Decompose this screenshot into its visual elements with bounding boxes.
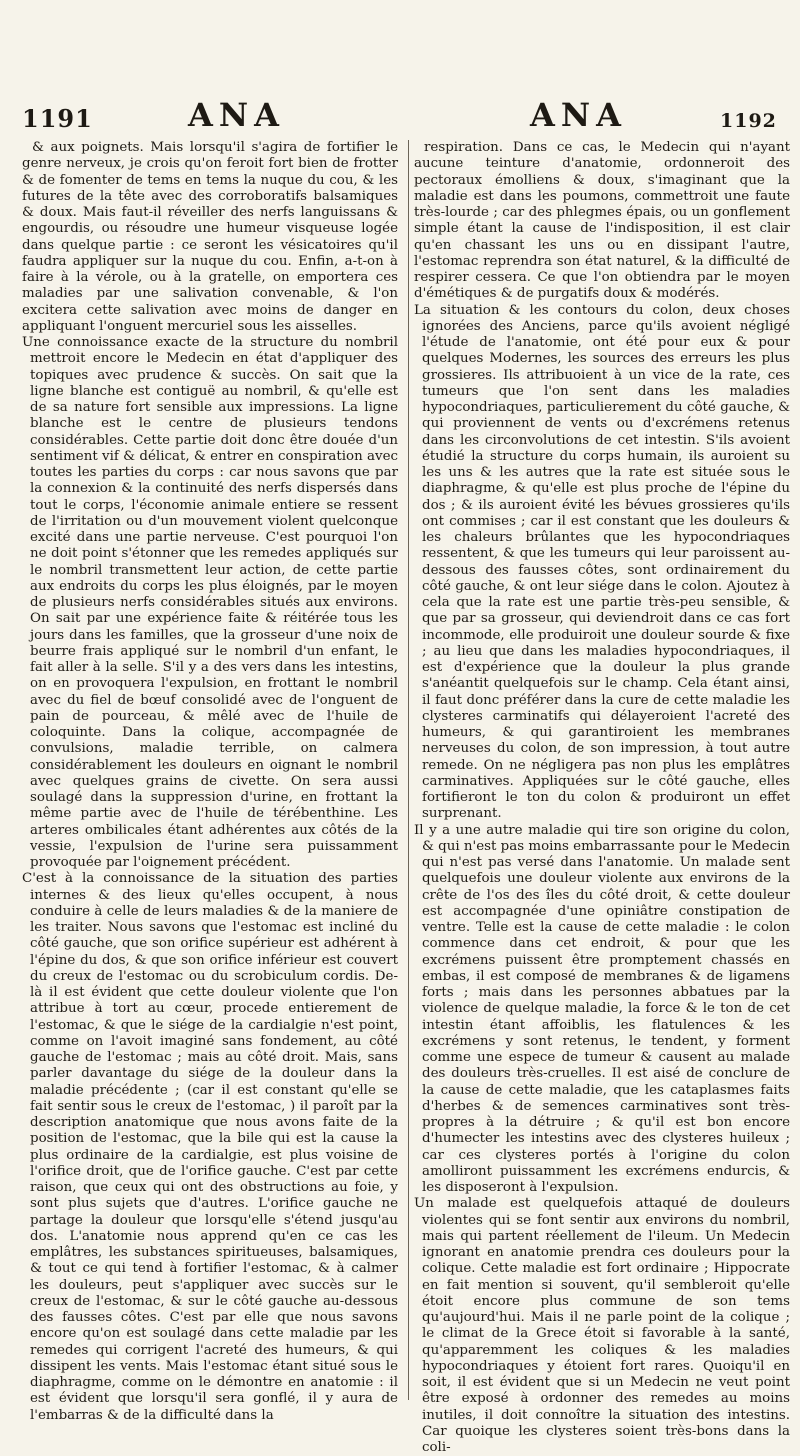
paragraph: Une connoissance exacte de la structure du nombril mettroit encore le Medecin en état d'appliquer des topiques avec prudence & succès. On sait que la ligne blanche est contiguë au nombril, & qu'elle est de sa nature fort sensible aux impressions. La ligne blanche est le centre de plusieurs tendons considérables. Cette partie doit donc être douée d'un sentiment vif & délicat, & entrer en conspiration avec toutes les parties du corps : car nous savons que par la connexion & la continuité des nerfs dispersés dans tout le corps, l'économie animale entiere se ressent de l'irritation ou d'un mouvement violent quelconque excité dans une partie nerveuse. C'est pourquoi l'on ne doit point s'étonner que les remedes appliqués sur le nombril transmettent leur action, de cette partie aux endroits du corps les plus éloignés, par le moyen de plusieurs nerfs considérables situés aux environs. On sait par une expérience faite & réitérée tous les jours dans les familles, que la grosseur d'une noix de beurre frais appliqué sur le nombril d'un enfant, le fait aller à la selle. S'il y a des vers dans les intestins, on en provoquera l'expulsion, en frottant le nombril avec du fiel de bœuf consolidé avec de l'onguent de pain de pourceau, & mêlé avec de l'huile de coloquinte. Dans la colique, accompagnée de convulsions, maladie terrible, on calmera considérablement les douleurs en oignant le nombril avec quelques grains de civette. On sera aussi soulagé dans la suppression d'urine, en frottant la même partie avec de l'huile de térébenthine. Les arteres ombilicales étant adhérentes aux côtés de la vessie, l'expulsion de l'urine sera puissamment provoquée par l'oignement précédent. bbox=[22, 335, 398, 870]
paragraph: respiration. Dans ce cas, le Medecin qui n'ayant aucune teinture d'anatomie, ordonneroit des pectoraux émolliens & doux, s'imaginant que la maladie est dans les poumons, commettroit une faute très-lourde ; car des phlegmes épais, ou un gonflement simple étant la cause de l'indisposition, il est clair qu'en chassant les uns ou en dissipant l'autre, l'estomac reprendra son état naturel, & la difficulté de respirer cessera. Ce que l'on obtiendra par le moyen d'émétiques & de purgatifs doux & modérés. bbox=[414, 140, 790, 302]
left-running-head: ANA bbox=[188, 96, 285, 134]
right-column bbox=[414, 140, 790, 1456]
paragraph: Un malade est quelquefois attaqué de douleurs violentes qui se font sentir aux environs du nombril, mais qui partent réellement de l'ileum. Un Medecin ignorant en anatomie prendra ces douleurs pour la colique. Cette maladie est fort ordinaire ; Hippocrate en fait mention si souvent, qu'il sembleroit qu'elle étoit encore plus commune de son tems qu'aujourd'hui. Mais il ne parle point de la colique ; le climat de la Grece étoit si favorable à la santé, qu'apparemment les coliques & les maladies hypocondriaques y étoient fort rares. Quoiqu'il en soit, il est évident que si un Medecin ne veut point être exposé à ordonner des remedes au moins inutiles, il doit connoître la situation des intestins. Car quoique les clysteres soient très-bons dans la coli- bbox=[414, 1196, 790, 1455]
left-column bbox=[22, 140, 398, 1424]
page-header bbox=[0, 96, 800, 136]
paragraph: C'est à la connoissance de la situation des parties internes & des lieux qu'elles occupent, à nous conduire à celle de leurs maladies & de la maniere de les traiter. Nous savons que l'estomac est incliné du côté gauche, que son orifice supérieur est adhérent à l'épine du dos, & que son orifice inférieur est couvert du creux de l'estomac ou du scrobiculum cordis. De-là il est évident que cette douleur violente que l'on attribue à tort au cœur, procede entierement de l'estomac, & que le siége de la cardialgie n'est point, comme on l'avoit imaginé sans fondement, au côté gauche de l'estomac ; mais au côté droit. Mais, sans parler davantage du siége de la douleur dans la maladie précédente ; (car il est constant qu'elle se fait sentir sous le creux de l'estomac, ) il paroît par la description anatomique que nous avons faite de la position de l'estomac, que la bile qui est la cause la plus ordinaire de la cardialgie, est plus voisine de l'orifice droit, que de l'orifice gauche. C'est par cette raison, que ceux qui ont des obstructions au foie, y sont plus sujets que d'autres. L'orifice gauche ne partage la douleur que lorsqu'elle s'étend jusqu'au dos. L'anatomie nous apprend qu'en ce cas les emplâtres, les substances spiritueuses, balsamiques, & tout ce qui tend à fortifier l'estomac, & à calmer les douleurs, peut s'appliquer avec succès sur le creux de l'estomac, & sur le côté gauche au-dessous des fausses côtes. C'est par elle que nous savons encore qu'on est soulagé dans cette maladie par les remedes qui corrigent l'acreté des humeurs, & qui dissipent les vents. Mais l'estomac étant situé sous le diaphragme, comme on le démontre en anatomie : il est évident que lorsqu'il sera gonflé, il y aura de l'embarras & de la difficulté dans la bbox=[22, 871, 398, 1423]
left-page-number: 1191 bbox=[22, 104, 93, 133]
paragraph: & aux poignets. Mais lorsqu'il s'agira de fortifier le genre nerveux, je crois qu'on feroit fort bien de frotter & de fomenter de tems en tems la nuque du cou, & les futures de la tête avec des corroboratifs balsamiques & doux. Mais faut-il réveiller des nerfs languissans & engourdis, ou résoudre une humeur visqueuse logée dans quelque partie : ce seront les vésicatoires qu'il faudra appliquer sur la nuque du cou. Enfin, a-t-on à faire à la vérole, ou à la gratelle, on emportera ces maladies par une salivation convenable, & l'on excitera cette salivation avec moins de danger en appliquant l'onguent mercuriel sous les aisselles. bbox=[22, 140, 398, 334]
right-running-head: ANA bbox=[530, 96, 627, 134]
paragraph: Il y a une autre maladie qui tire son origine du colon, & qui n'est pas moins embarrassante pour le Medecin qui n'est pas versé dans l'anatomie. Un malade sent quelquefois une douleur violente aux environs de la crête de l'os des îles du côté droit, & cette douleur est accompagnée d'une opiniâtre constipation de ventre. Telle est la cause de cette maladie : le colon commence dans cet endroit, & pour que les excrémens puissent être promptement chassés en embas, il est composé de membranes & de ligamens forts ; mais dans les personnes abbatues par la violence de quelque maladie, la force & le ton de cet intestin étant affoiblis, les flatulences & les excrémens y sont retenus, le tendent, y forment comme une espece de tumeur & causent au malade des douleurs très-cruelles. Il est aisé de conclure de la cause de cette maladie, que les cataplasmes faits d'herbes & de semences carminatives sont très-propres à la détruire ; & qu'il est bon encore d'humecter les intestins avec des clysteres huileux ; car ces clysteres portés à l'origine du colon amolliront puissamment les excrémens endurcis, & les disposeront à l'expulsion. bbox=[414, 822, 790, 1195]
paragraph: La situation & les contours du colon, deux choses ignorées des Anciens, parce qu'ils avoient négligé l'étude de l'anatomie, ont été pour eux & pour quelques Modernes, les sources des erreurs les plus grossieres. Ils attribuoient à un vice de la rate, ces tumeurs que l'on sent dans les maladies hypocondriaques, particulierement du côté gauche, & qui proviennent de vents ou d'excrémens retenus dans les circonvolutions de cet intestin. S'ils avoient étudié la structure du corps humain, ils auroient su les uns & les autres que la rate est située sous le diaphragme, & qu'elle est plus proche de l'épine du dos ; & ils auroient évité les bévues grossieres qu'ils ont commises ; car il est constant que les douleurs & les chaleurs brûlantes que les hypocondriaques ressentent, & que les tumeurs qui leur paroissent au-dessous des fausses côtes, sont ordinairement du côté gauche, & ont leur siége dans le colon. Ajoutez à cela que la rate est une partie très-peu sensible, & que par sa grosseur, qui deviendroit dans ce cas fort incommode, elle produiroit une douleur sourde & fixe ; au lieu que dans les maladies hypocondriaques, il est d'expérience que la douleur la plus grande s'anéantit quelquefois sur le champ. Cela étant ainsi, il faut donc préférer dans la cure de cette maladie les clysteres carminatifs qui délayeroient l'acreté des humeurs, & qui garantiroient les membranes nerveuses du colon, de son impression, à tout autre remede. On ne négligera pas non plus les emplâtres carminatives. Appliquées sur le côté gauche, elles fortifieront le ton du colon & produiront un effet surprenant. bbox=[414, 302, 790, 822]
right-page-number: 1192 bbox=[720, 110, 777, 132]
column-divider bbox=[408, 140, 409, 1400]
